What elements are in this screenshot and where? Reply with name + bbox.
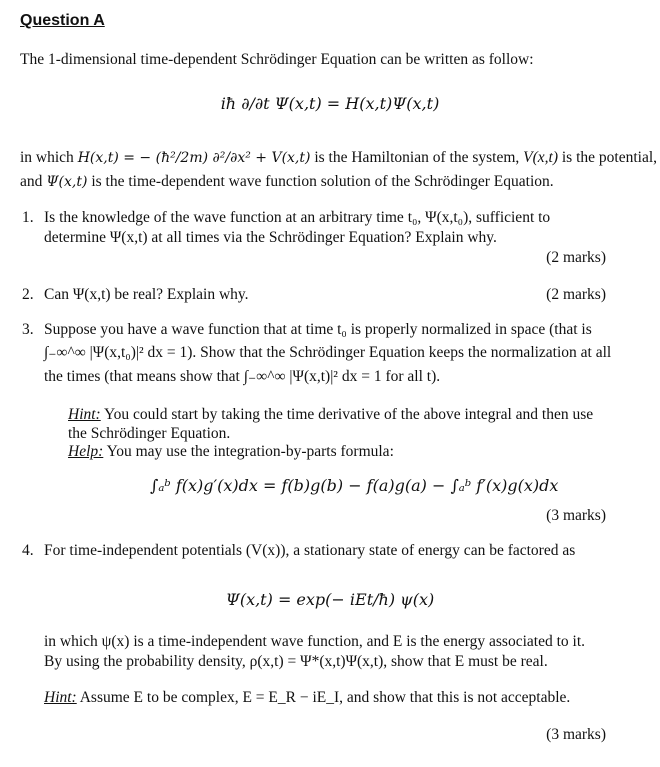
integration-by-parts-formula: ∫ₐᵇ f(x)g′(x)dx = f(b)g(b) − f(a)g(a) − ∫ₐᵇ f′(x)g(x)dx [150, 476, 559, 495]
q3-line3: the times (that means show that ∫₋∞^∞ |Ψ(x,t)|² dx = 1 for all t). [44, 368, 441, 385]
q4-marks: (3 marks) [546, 726, 606, 743]
q3-hint-line2: the Schrödinger Equation. [68, 425, 231, 442]
q2-number: 2. [22, 286, 34, 303]
text: Assume E to be complex, E = E_R − iE_I, and show that this is not acceptable. [76, 689, 571, 706]
hint-label: Hint: [44, 689, 77, 706]
schrodinger-equation: iħ ∂/∂t Ψ(x,t) = H(x,t)Ψ(x,t) [220, 94, 440, 113]
q3-marks: (3 marks) [546, 507, 606, 524]
text: You could start by taking the time derivative of the above integral and then use [100, 406, 594, 423]
text: V(x,t) [523, 149, 558, 166]
help-label: Help: [68, 443, 104, 460]
q4-line1: For time-independent potentials (V(x)), a stationary state of energy can be factored as [44, 542, 576, 559]
question-title: Question A [20, 12, 105, 29]
q3-line2: ∫₋∞^∞ |Ψ(x,t₀)|² dx = 1). Show that the Schrödinger Equation keeps the normalization at all [44, 344, 612, 361]
q4-hint [44, 689, 570, 707]
text: is the potential, [558, 149, 658, 166]
q1-line1: Is the knowledge of the wave function at an arbitrary time t₀, Ψ(x,t₀), sufficient to [44, 209, 551, 226]
text: Ψ(x,t) [46, 174, 88, 190]
q3-line1: Suppose you have a wave function that at time t₀ is properly normalized in space (that is [44, 321, 592, 338]
q1-line2: determine Ψ(x,t) at all times via the Schrödinger Equation? Explain why. [44, 229, 497, 246]
q1-marks: (2 marks) [546, 249, 606, 266]
q2-marks: (2 marks) [546, 286, 606, 303]
q1-number: 1. [22, 209, 34, 226]
text: is the Hamiltonian of the system, [310, 149, 524, 166]
q3-number: 3. [22, 321, 34, 338]
q4-number: 4. [22, 542, 34, 559]
text: and [20, 173, 47, 190]
hamiltonian-definition [20, 149, 657, 167]
stationary-state-equation: Ψ(x,t) = exp(− iEt/ħ) ψ(x) [225, 590, 435, 609]
text: is the time-dependent wave function solution of the Schrödinger Equation. [87, 173, 554, 190]
q4-line3: By using the probability density, ρ(x,t) = Ψ*(x,t)Ψ(x,t), show that E must be real. [44, 653, 548, 670]
q3-help [68, 443, 394, 461]
intro-text: The 1-dimensional time-dependent Schrödinger Equation can be written as follow: [20, 51, 534, 68]
wavefunction-definition [20, 173, 554, 191]
q3-hint [68, 406, 593, 424]
text: You may use the integration-by-parts formula: [103, 443, 394, 460]
hint-label: Hint: [68, 406, 101, 423]
hamiltonian-formula: H(x,t) = − (ħ²/2m) ∂²/∂x² + V(x,t) [77, 150, 311, 166]
q4-line2: in which ψ(x) is a time-independent wave function, and E is the energy associated to it. [44, 633, 586, 650]
text: in which [20, 149, 78, 166]
q2-line1: Can Ψ(x,t) be real? Explain why. [44, 286, 249, 303]
